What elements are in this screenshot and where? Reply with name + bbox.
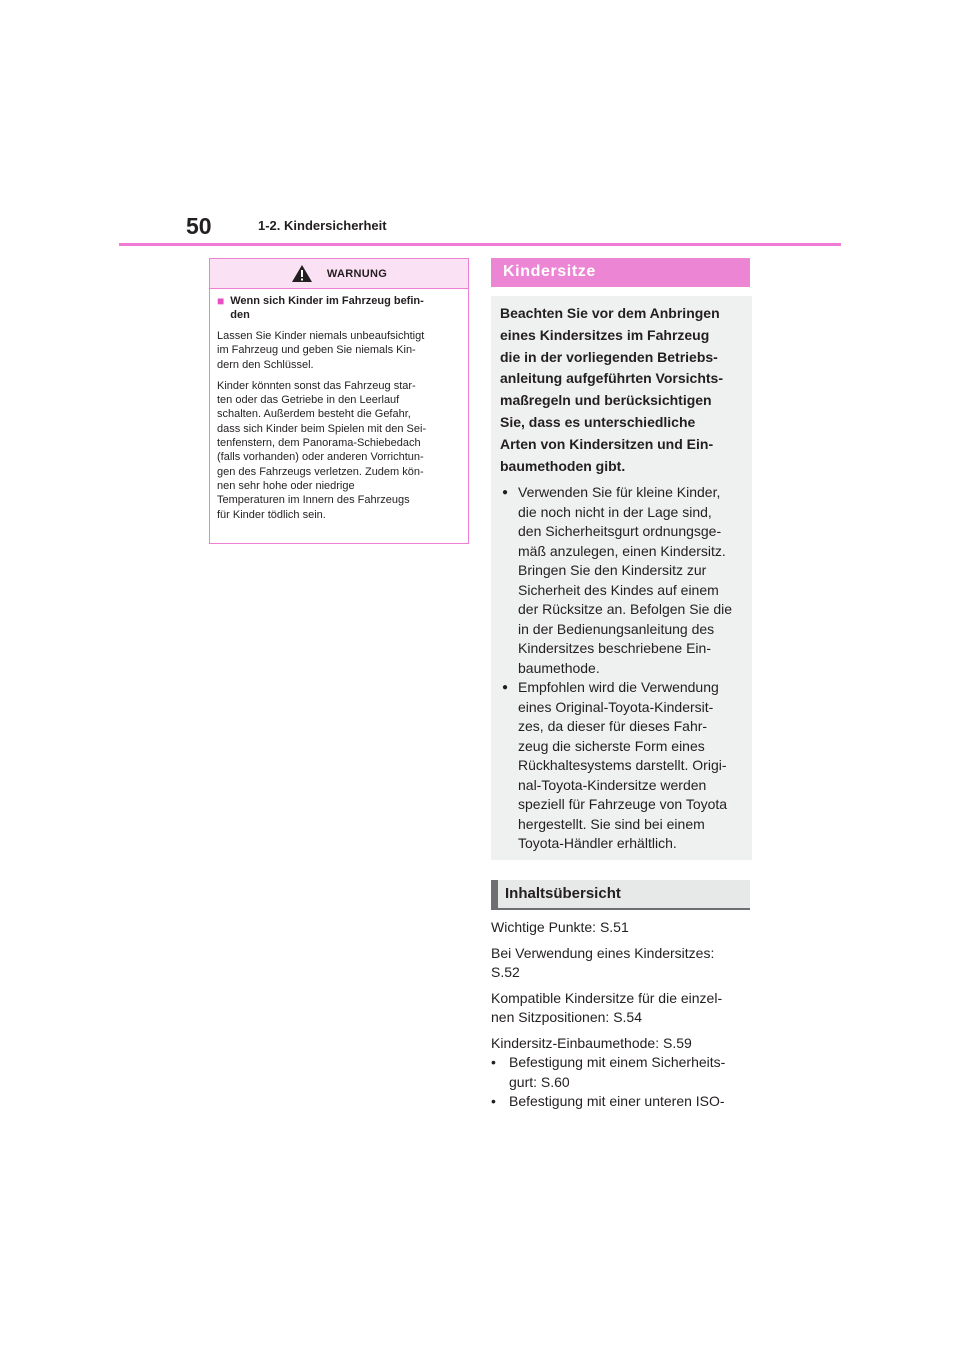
overview-item[interactable]: Kompatible Kindersitze für die einzel- nen Sitzpositionen: S.54: [491, 989, 723, 1025]
subitem-bullet: •: [491, 1054, 496, 1070]
info-bullet: [498, 483, 748, 678]
overview-subitem-text: Befestigung mit einer unteren ISO-: [509, 1093, 725, 1109]
warning-paragraph: Lassen Sie Kinder niemals unbeaufsichtigt im Fahrzeug und geben Sie niemals Kin- dern den Schlüssel.: [217, 330, 425, 371]
info-box: [491, 296, 752, 860]
kindersitze-heading: [491, 258, 750, 287]
bullet-dot-icon: ●: [502, 682, 509, 693]
header-divider: [119, 243, 841, 246]
warning-body: [210, 289, 468, 522]
warning-header: [210, 259, 468, 289]
info-bullet: [498, 678, 748, 854]
warning-box: [209, 258, 469, 544]
info-intro: Beachten Sie vor dem Anbringen eines Kindersitzes im Fahrzeug die in der vorliegenden Betriebs- anleitung aufgeführten Vorsichts- maßregeln und berücksichtigen Sie, dass es unterschiedliche Arten von Kindersitzen und Ein- baumethoden gibt.: [500, 305, 723, 474]
warning-title: WARNUNG: [326, 267, 388, 280]
square-bullet-icon: ■: [217, 294, 225, 308]
overview-heading: [491, 880, 750, 910]
info-bullet-text: Empfohlen wird die Verwendung eines Original-Toyota-Kindersit- zes, da dieser für dieses Fahr- zeug die sicherste Form eines Rückhaltesystems darstellt. Origi- nal-Toyota-Kindersitze werden speziell für Fahrzeuge von Toyota hergestellt. Sie sind bei einem Toyota-Händler erhältlich.: [518, 679, 728, 851]
overview-subitem[interactable]: [491, 1053, 751, 1092]
bullet-dot-icon: ●: [502, 487, 509, 498]
overview-list: [491, 918, 751, 1112]
overview-subitem-text: Befestigung mit einem Sicherheits- gurt: S.60: [509, 1054, 726, 1090]
overview-heading-text: Inhaltsübersicht: [505, 885, 621, 902]
kindersitze-heading-text: Kindersitze: [503, 263, 596, 280]
overview-item[interactable]: Bei Verwendung eines Kindersitzes: S.52: [491, 944, 715, 980]
warning-subheading: [217, 294, 460, 322]
warning-triangle-icon: [291, 264, 313, 283]
info-bullet-text: Verwenden Sie für kleine Kinder, die noch nicht in der Lage sind, den Sicherheitsgurt ordnungsge- mäß anzulegen, einen Kindersitz. Bringen Sie den Kindersitz zur Sicherheit des Kindes auf einem der Rücksitze an. Befolgen Sie die in der Bedienungsanleitung des Kindersitzes beschriebene Ein- baumethode.: [518, 484, 733, 676]
warning-paragraph: Kinder könnten sonst das Fahrzeug star- ten oder das Getriebe in den Leerlauf schalten. Außerdem besteht die Gefahr, dass sich Kinder beim Spielen mit den Sei- tenfenstern, dem Panorama-Schiebedach (falls vorhanden) oder anderen Vorrichtun- gen des Fahrzeugs verletzen. Zudem kön- nen sehr hohe oder niedrige Temperaturen im Innern des Fahrzeugs für Kinder tödlich sein.: [217, 379, 427, 521]
section-header: 1-2. Kindersicherheit: [258, 218, 387, 233]
warning-subheading-text: Wenn sich Kinder im Fahrzeug befin- den: [230, 295, 424, 321]
heading-accent-bar: [491, 880, 498, 908]
overview-item[interactable]: Kindersitz-Einbaumethode: S.59: [491, 1034, 692, 1051]
overview-item[interactable]: Wichtige Punkte: S.51: [491, 919, 629, 935]
subitem-bullet: •: [491, 1093, 496, 1109]
page-number: 50: [186, 213, 212, 239]
overview-subitem[interactable]: [491, 1092, 751, 1112]
